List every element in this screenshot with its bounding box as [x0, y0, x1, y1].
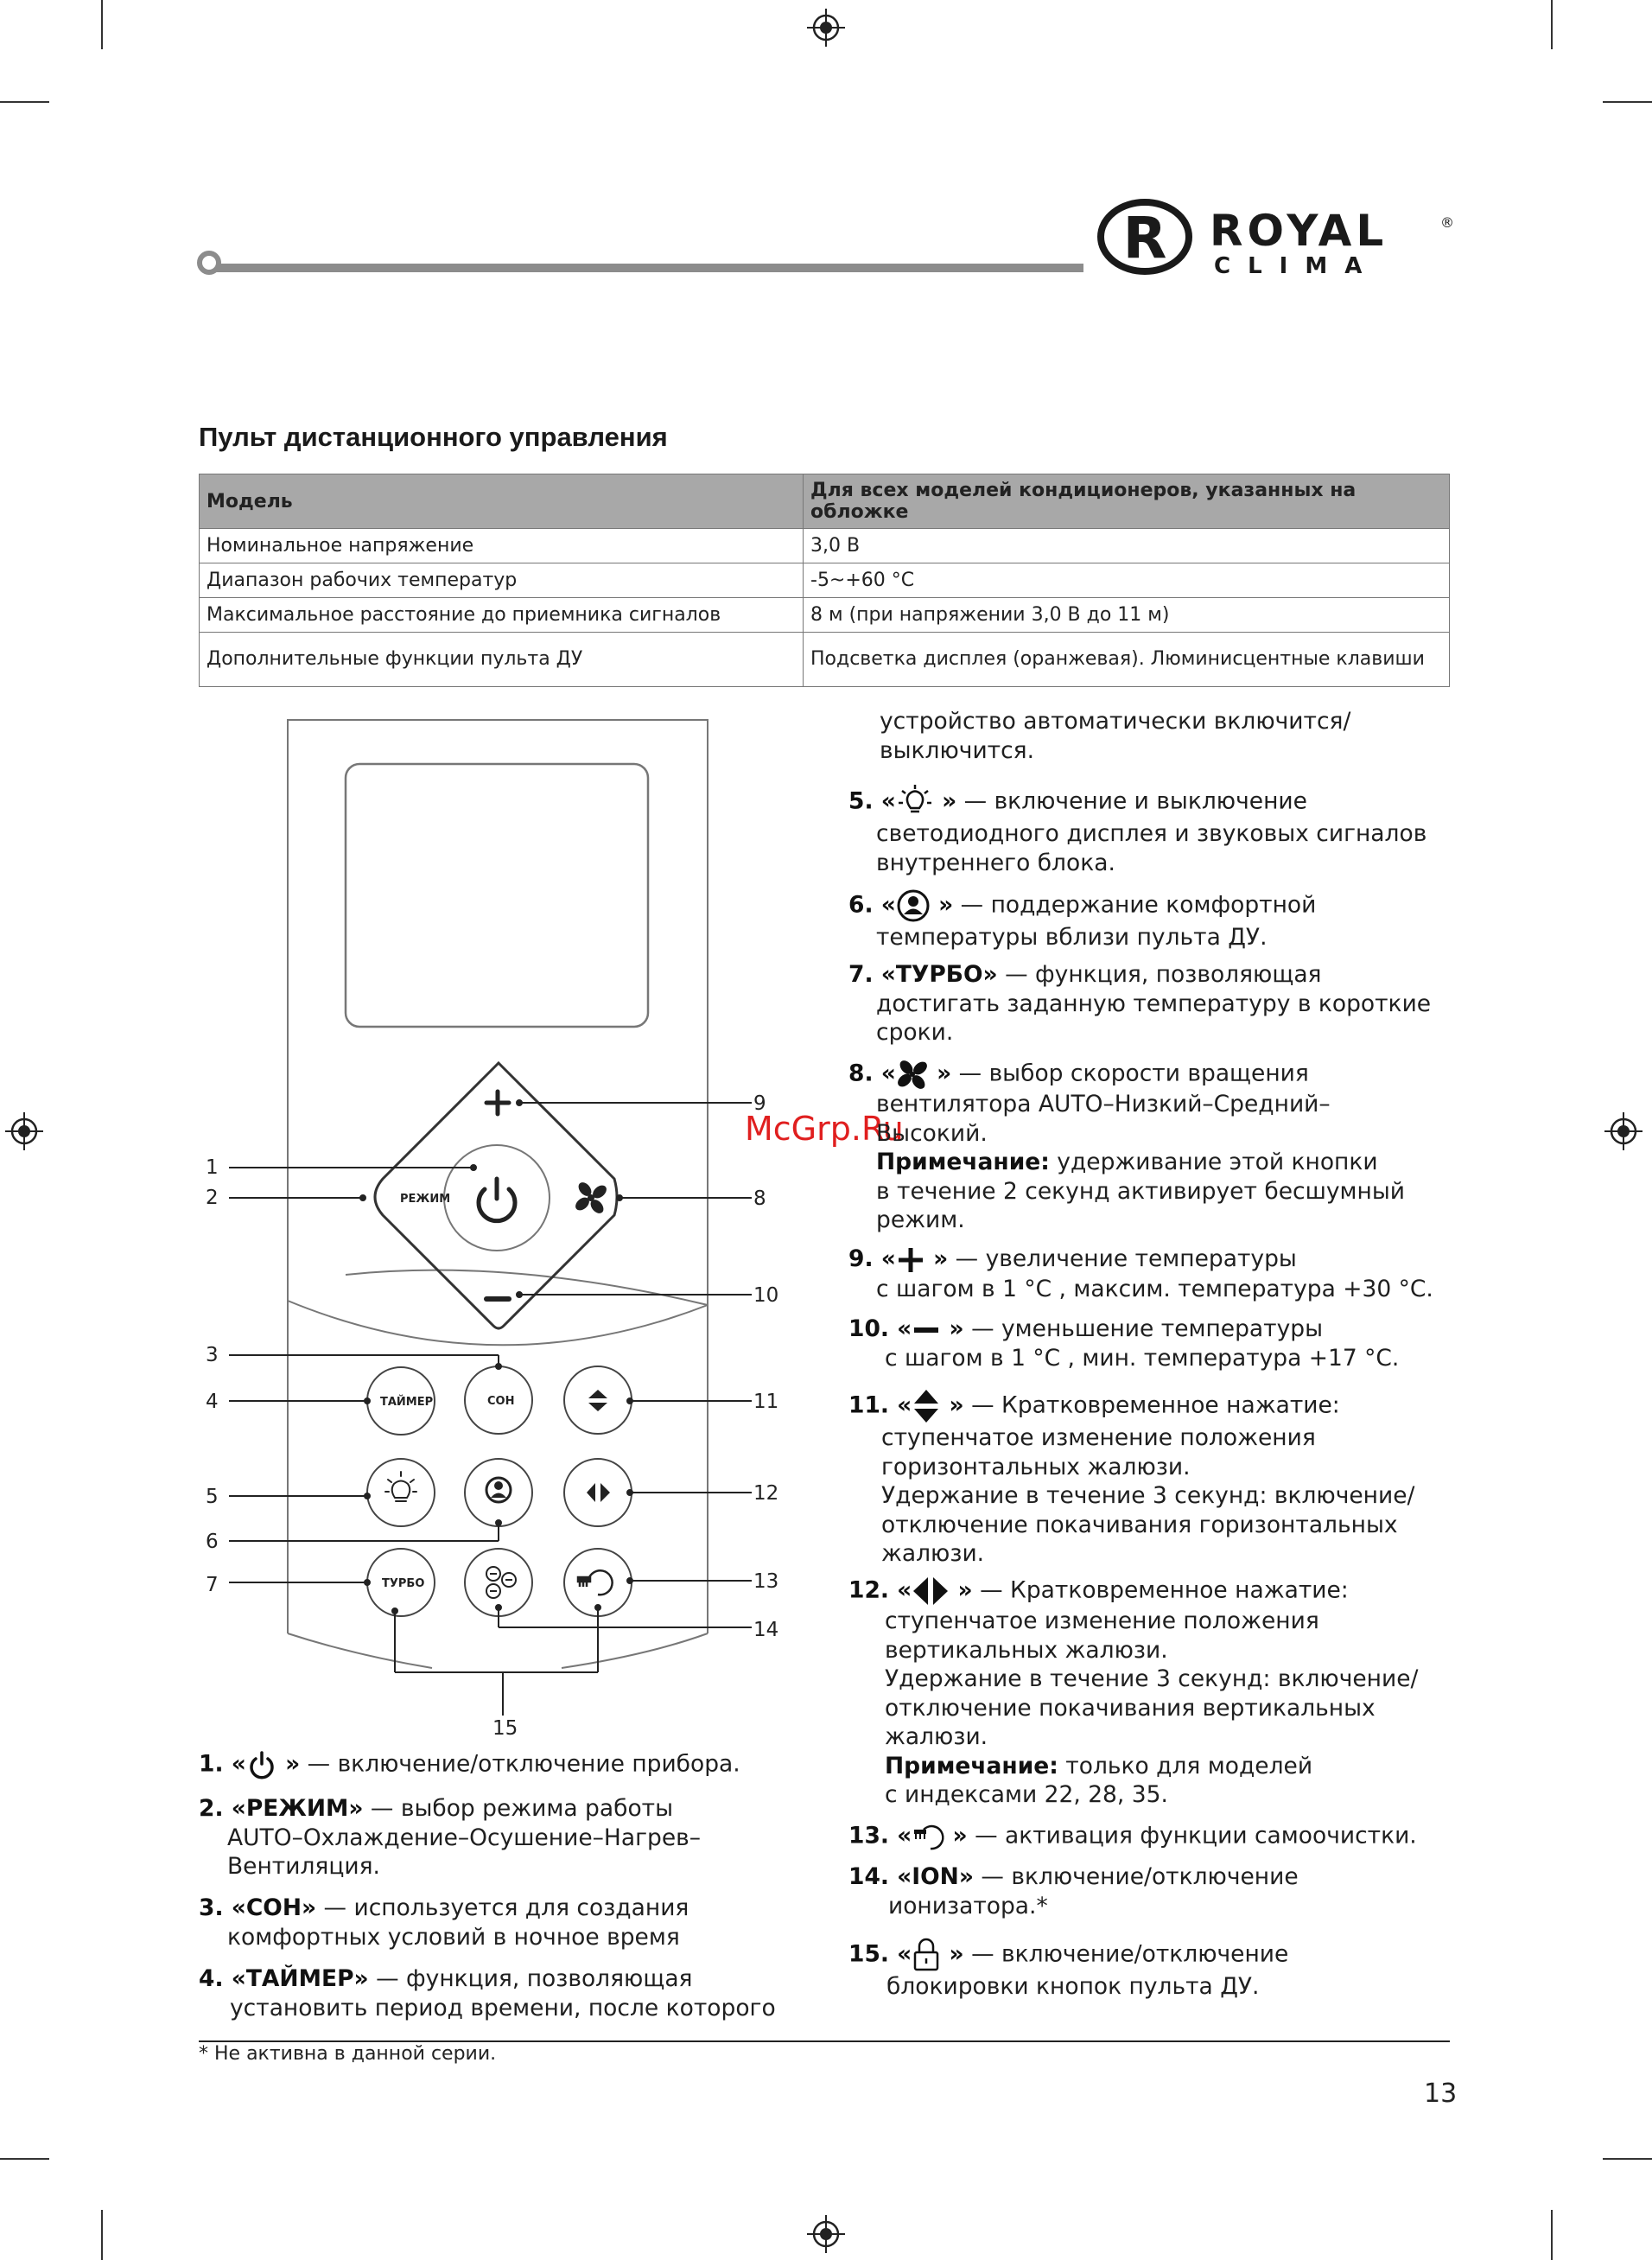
brand-reg-mark: ® — [1440, 214, 1454, 231]
callout-number-7: 7 — [206, 1574, 219, 1596]
item-8-note-line: режим. — [876, 1206, 965, 1233]
item-5-text: — включение и выключение — [956, 787, 1307, 815]
sleep-button-label: СОН — [487, 1395, 515, 1408]
remote-divider-curve — [288, 1301, 708, 1345]
brand-name: ROYAL — [1210, 206, 1388, 256]
item-1 — [199, 1749, 740, 1780]
item-10 — [848, 1315, 1399, 1372]
brand-emblem-icon — [1097, 197, 1192, 277]
item-8-num: 8. « — [848, 1060, 896, 1087]
item-5 — [848, 785, 1426, 877]
callout-number-14: 14 — [753, 1619, 779, 1641]
item-3-line: комфортных условий в ночное время — [227, 1923, 680, 1951]
item-12-line: Удержание в течение 3 секунд: включение/ — [885, 1665, 1419, 1692]
item-13 — [848, 1821, 1417, 1852]
item-1-close: » — [276, 1750, 301, 1778]
fan-icon — [896, 1059, 929, 1090]
item-3-head: 3. «СОН» — [199, 1894, 317, 1921]
brand-emblem-letter: R — [1122, 205, 1167, 271]
item-8-note-line: в течение 2 секунд активирует бесшумный — [876, 1177, 1405, 1205]
i-feel-button — [465, 1459, 532, 1526]
item-14-head: 14. «ION» — [848, 1863, 974, 1890]
spec-cell: Номинальное напряжение — [200, 529, 804, 563]
item-5-line: светодиодного дисплея и звуковых сигналов — [876, 820, 1427, 847]
item-7 — [848, 960, 1431, 1047]
item-6-num: 6. « — [848, 891, 896, 919]
remote-divider-curve — [346, 1270, 708, 1305]
watermark: McGrp.Ru — [745, 1110, 904, 1148]
display-light-icon — [896, 785, 934, 819]
callout-number-4: 4 — [206, 1391, 219, 1413]
item-9-close: » — [924, 1245, 949, 1272]
table-row — [200, 529, 1450, 563]
remote-body-curve — [288, 1633, 432, 1668]
fan-icon — [573, 1180, 609, 1216]
callout-number-10: 10 — [753, 1284, 779, 1307]
footer-rule — [199, 2040, 1450, 2042]
crop-mark — [101, 2210, 103, 2260]
callout-number-13: 13 — [753, 1570, 779, 1593]
item-2-line: Вентиляция. — [227, 1853, 380, 1880]
header-rule-dot — [197, 251, 221, 275]
item-4-cont-line: устройство автоматически включится/ — [880, 708, 1351, 735]
item-5-num: 5. « — [848, 787, 896, 815]
item-4-continued — [880, 707, 1350, 765]
item-11-close: » — [941, 1391, 964, 1419]
callout-number-1: 1 — [206, 1156, 219, 1179]
power-icon — [246, 1749, 277, 1780]
item-1-text: — включение/отключение прибора. — [300, 1750, 740, 1778]
item-9-line: с шагом в 1 °C , максим. температура +30 °C. — [876, 1275, 1433, 1302]
crop-mark — [0, 101, 49, 103]
item-5-close: » — [933, 787, 957, 815]
callout-number-15: 15 — [492, 1717, 518, 1740]
spec-cell: Максимальное расстояние до приемника сигналов — [200, 598, 804, 633]
callout-number-11: 11 — [753, 1391, 779, 1413]
registration-mark-icon — [1603, 1111, 1644, 1152]
brand-sub: CLIMA — [1214, 253, 1380, 279]
swing-vertical-icon — [912, 1576, 950, 1607]
registration-mark-icon — [805, 2213, 847, 2255]
item-15-line: блокировки кнопок пульта ДУ. — [886, 1973, 1260, 2000]
item-13-num: 13. « — [848, 1822, 912, 1849]
item-14 — [848, 1862, 1299, 1920]
item-9 — [848, 1245, 1433, 1303]
callout-number-12: 12 — [753, 1482, 779, 1505]
item-9-text: — увеличение температуры — [948, 1245, 1297, 1272]
crop-mark — [1603, 101, 1652, 103]
spec-table-header — [200, 474, 1450, 529]
item-4-head: 4. «ТАЙМЕР» — [199, 1965, 369, 1992]
item-6 — [848, 888, 1316, 952]
header-rule — [214, 264, 1083, 272]
item-8-close: » — [928, 1060, 952, 1087]
item-13-text: — активация функции самоочистки. — [967, 1822, 1417, 1849]
swing-horizontal-icon — [588, 1390, 607, 1411]
crop-mark — [1551, 2210, 1553, 2260]
item-8-note: удерживание этой кнопки — [1049, 1149, 1378, 1175]
remote-screen — [346, 764, 648, 1027]
item-11 — [848, 1389, 1414, 1569]
item-7-head: 7. «ТУРБО» — [848, 961, 998, 988]
item-11-line: горизонтальных жалюзи. — [881, 1453, 1191, 1480]
item-8 — [848, 1059, 1405, 1235]
spec-cell: Диапазон рабочих температур — [200, 563, 804, 598]
item-2-head: 2. «РЕЖИМ» — [199, 1795, 364, 1822]
crop-mark — [101, 0, 103, 49]
item-10-text: — уменьшение температуры — [963, 1315, 1324, 1342]
spec-cell: Дополнительные функции пульта ДУ — [200, 633, 804, 687]
item-15-num: 15. « — [848, 1940, 912, 1968]
item-13-close: » — [944, 1822, 968, 1849]
callout-number-8: 8 — [753, 1187, 766, 1210]
item-8-text: — выбор скорости вращения — [951, 1060, 1309, 1087]
crop-mark — [0, 2158, 49, 2160]
spec-cell: 3,0 В — [804, 529, 1450, 563]
power-icon — [479, 1179, 515, 1221]
plus-icon — [896, 1245, 925, 1275]
item-5-line: внутреннего блока. — [876, 849, 1115, 876]
table-row — [200, 633, 1450, 687]
item-9-num: 9. « — [848, 1245, 896, 1272]
callout-number-9: 9 — [753, 1092, 766, 1115]
timer-button-label: ТАЙМЕР — [380, 1396, 434, 1409]
i-feel-icon — [896, 888, 931, 923]
spec-cell: Подсветка дисплея (оранжевая). Люминисцентные клавиши — [804, 633, 1450, 687]
spec-cell: -5~+60 °C — [804, 563, 1450, 598]
self-clean-icon — [912, 1821, 944, 1852]
minus-icon — [912, 1321, 941, 1339]
mode-button-label: РЕЖИМ — [400, 1193, 451, 1206]
page-number: 13 — [1424, 2079, 1458, 2109]
section-title: Пульт дистанционного управления — [199, 422, 668, 452]
swing-horizontal-icon — [912, 1389, 941, 1423]
plus-icon — [486, 1092, 509, 1114]
item-15 — [848, 1938, 1288, 2002]
item-11-line: отключение покачивания горизонтальных — [881, 1511, 1398, 1538]
item-11-line: ступенчатое изменение положения — [881, 1424, 1316, 1451]
item-11-line: Удержание в течение 3 секунд: включение/ — [881, 1482, 1415, 1509]
swing-vertical-icon — [587, 1483, 610, 1502]
item-4-cont-line: выключится. — [880, 736, 1035, 764]
callout-number-5: 5 — [206, 1486, 219, 1508]
item-1-num: 1. « — [199, 1750, 246, 1778]
item-4 — [199, 1964, 776, 2022]
item-10-line: с шагом в 1 °C , мин. температура +17 °C. — [885, 1344, 1400, 1372]
display-light-icon — [385, 1472, 416, 1501]
item-8-line: вентилятора AUTO–Низкий–Средний– — [876, 1091, 1331, 1117]
item-3-text: — используется для создания — [316, 1894, 689, 1921]
item-7-line: сроки. — [876, 1019, 954, 1046]
item-7-line: достигать заданную температуру в короткие — [876, 990, 1432, 1017]
item-3 — [199, 1894, 689, 1951]
crop-mark — [1551, 0, 1553, 49]
item-2-line: AUTO–Охлаждение–Осушение–Нагрев– — [227, 1824, 701, 1851]
item-15-close: » — [941, 1940, 964, 1968]
item-12-note-head: Примечание: — [885, 1752, 1058, 1779]
item-12-line: жалюзи. — [885, 1723, 988, 1750]
item-11-text: — Кратковременное нажатие: — [963, 1391, 1340, 1419]
item-15-text: — включение/отключение — [963, 1940, 1289, 1968]
item-12-note-line: с индексами 22, 28, 35. — [885, 1781, 1168, 1808]
display-light-button — [367, 1459, 435, 1526]
item-12-num: 12. « — [848, 1576, 912, 1604]
item-6-text: — поддержание комфортной — [953, 891, 1317, 919]
table-row — [200, 598, 1450, 633]
table-row — [200, 563, 1450, 598]
spec-header-value: Для всех моделей кондиционеров, указанных на обложке — [804, 474, 1450, 529]
spec-cell: 8 м (при напряжении 3,0 В до 11 м) — [804, 598, 1450, 633]
spec-header-model: Модель — [200, 474, 804, 529]
lock-icon — [912, 1938, 941, 1972]
item-12-line: ступенчатое изменение положения — [885, 1607, 1319, 1634]
item-7-text: — функция, позволяющая — [997, 961, 1322, 988]
item-12-line: вертикальных жалюзи. — [885, 1636, 1168, 1664]
item-2 — [199, 1794, 701, 1881]
remote-body-curve — [562, 1633, 708, 1668]
item-14-text: — включение/отключение — [973, 1863, 1299, 1890]
registration-mark-icon — [805, 7, 847, 48]
item-6-line: температуры вблизи пульта ДУ. — [876, 924, 1268, 951]
swing-vertical-button — [564, 1459, 632, 1526]
spec-table — [199, 474, 1450, 687]
turbo-button-label: ТУРБО — [382, 1577, 425, 1590]
item-2-text: — выбор режима работы — [363, 1795, 674, 1822]
item-11-line: жалюзи. — [881, 1540, 985, 1567]
item-12-close: » — [950, 1576, 973, 1604]
swing-horizontal-button — [564, 1366, 632, 1434]
callout-number-2: 2 — [206, 1187, 219, 1209]
callout-number-6: 6 — [206, 1531, 219, 1553]
item-12-line: отключение покачивания вертикальных — [885, 1694, 1376, 1722]
registration-mark-icon — [3, 1111, 45, 1152]
item-8-line: Высокий. — [876, 1119, 988, 1147]
item-6-close: » — [930, 891, 954, 919]
footnote: * Не активна в данной серии. — [199, 2043, 497, 2065]
ion-icon — [486, 1567, 516, 1598]
item-4-line: установить период времени, после которого — [230, 1994, 776, 2021]
item-10-close: » — [941, 1315, 964, 1342]
item-8-note-head: Примечание: — [876, 1149, 1050, 1175]
i-feel-icon — [486, 1478, 511, 1502]
remote-illustration — [190, 713, 795, 1750]
callout-number-3: 3 — [206, 1344, 219, 1366]
item-11-num: 11. « — [848, 1391, 912, 1419]
self-clean-icon — [578, 1570, 613, 1595]
item-10-num: 10. « — [848, 1315, 912, 1342]
item-14-line: ионизатора.* — [888, 1892, 1048, 1919]
crop-mark — [1603, 2158, 1652, 2160]
item-12-text: — Кратковременное нажатие: — [972, 1576, 1349, 1604]
item-12-note: только для моделей — [1058, 1752, 1313, 1779]
item-12 — [848, 1576, 1418, 1810]
item-4-text: — функция, позволяющая — [368, 1965, 693, 1992]
